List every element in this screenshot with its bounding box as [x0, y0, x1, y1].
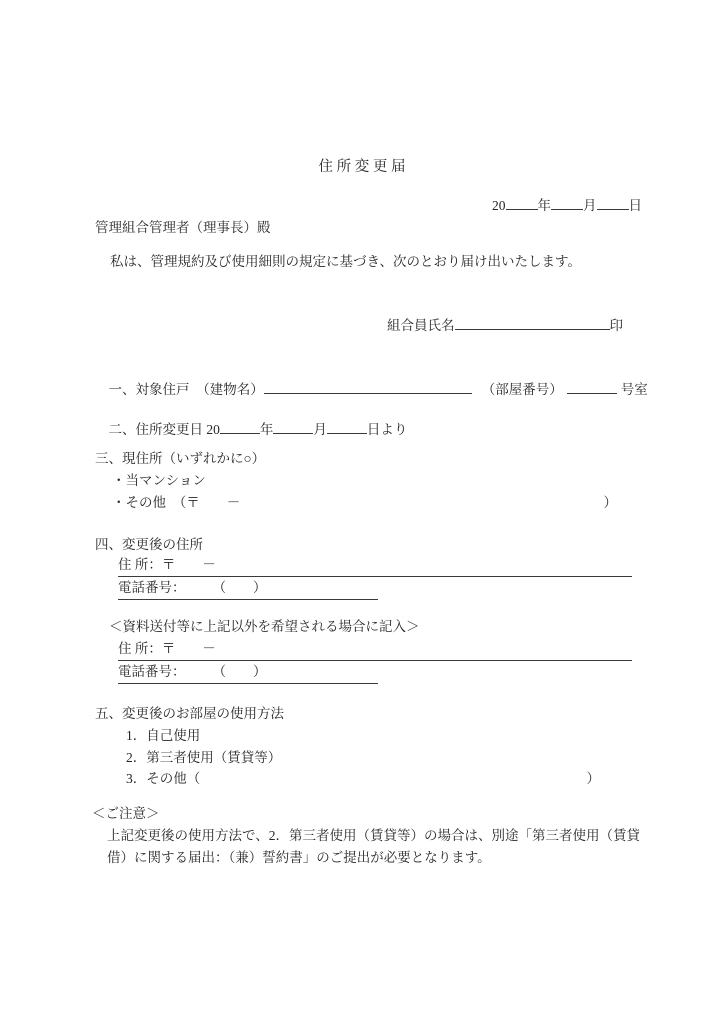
- change-month-label: 月: [313, 421, 327, 437]
- section-5-heading: 五、変更後のお部屋の使用方法: [95, 706, 284, 721]
- option-other-label: ・その他 （〒 －: [112, 495, 241, 510]
- room-number-blank: [567, 391, 617, 394]
- room-number-label: （部屋番号）: [481, 381, 563, 397]
- member-name-blank: [455, 327, 610, 330]
- notes-line-1: 上記変更後の使用方法で、2．第三者使用（賃貸等）の場合は、別途「第三者使用（賃貸: [107, 828, 640, 843]
- alt-phone-field: 電話番号： （ ）: [118, 664, 378, 684]
- date-day-label: 日: [628, 197, 642, 213]
- date-year-label: 年: [537, 197, 551, 213]
- section-4-heading: 四、変更後の住所: [95, 537, 203, 552]
- date-month-blank: [551, 207, 583, 210]
- page-title: 住 所 変 更 届: [318, 159, 406, 175]
- member-name-line: [374, 302, 624, 349]
- seal-mark: 印: [609, 317, 623, 333]
- room-suffix: 号室: [620, 381, 648, 397]
- change-year-blank: [220, 431, 260, 434]
- section-1-label: 一、対象住戸 （建物名）: [108, 381, 264, 397]
- change-month-blank: [273, 431, 313, 434]
- usage-item-1: 1．自己使用: [126, 728, 201, 743]
- usage-item-3-label: 3．その他（: [126, 771, 201, 786]
- date-month-label: 月: [583, 197, 597, 213]
- option-this-mansion: ・当マンション: [112, 473, 206, 488]
- change-day-label: 日より: [366, 421, 408, 437]
- date-line: [479, 182, 643, 229]
- change-day-blank: [327, 431, 367, 434]
- alt-address-heading: ＜資料送付等に上記以外を希望される場合に記入＞: [109, 619, 420, 634]
- section-2-label: 二、住所変更日 20: [108, 421, 220, 437]
- notes-heading: ＜ご注意＞: [92, 806, 160, 821]
- new-phone-field: 電話番号： （ ）: [118, 580, 378, 600]
- date-year-blank: [506, 207, 538, 210]
- usage-item-2: 2．第三者使用（賃貸等）: [126, 750, 282, 765]
- intro-sentence: 私は、管理規約及び使用細則の規定に基づき、次のとおり届け出いたします。: [110, 254, 581, 269]
- building-name-blank: [264, 391, 472, 394]
- usage-item-3-close-paren: ）: [586, 771, 600, 786]
- member-name-label: 組合員氏名: [387, 317, 455, 333]
- section-2-line: [95, 406, 407, 453]
- change-year-label: 年: [259, 421, 274, 437]
- usage-item-3-line: [126, 771, 600, 787]
- section-3-heading: 三、現住所（いずれかに○）: [95, 451, 266, 466]
- date-day-blank: [597, 207, 629, 210]
- addressee: 管理組合管理者（理事長）殿: [95, 220, 271, 235]
- alt-address-field: 住 所：〒 －: [118, 641, 632, 661]
- notes-line-2: 借）に関する届出：（兼）誓約書」のご提出が必要となります。: [107, 850, 491, 865]
- option-other-line: [112, 495, 617, 511]
- option-other-close-paren: ）: [603, 495, 617, 510]
- new-address-field: 住 所：〒 －: [118, 557, 632, 577]
- date-prefix: 20: [492, 197, 506, 213]
